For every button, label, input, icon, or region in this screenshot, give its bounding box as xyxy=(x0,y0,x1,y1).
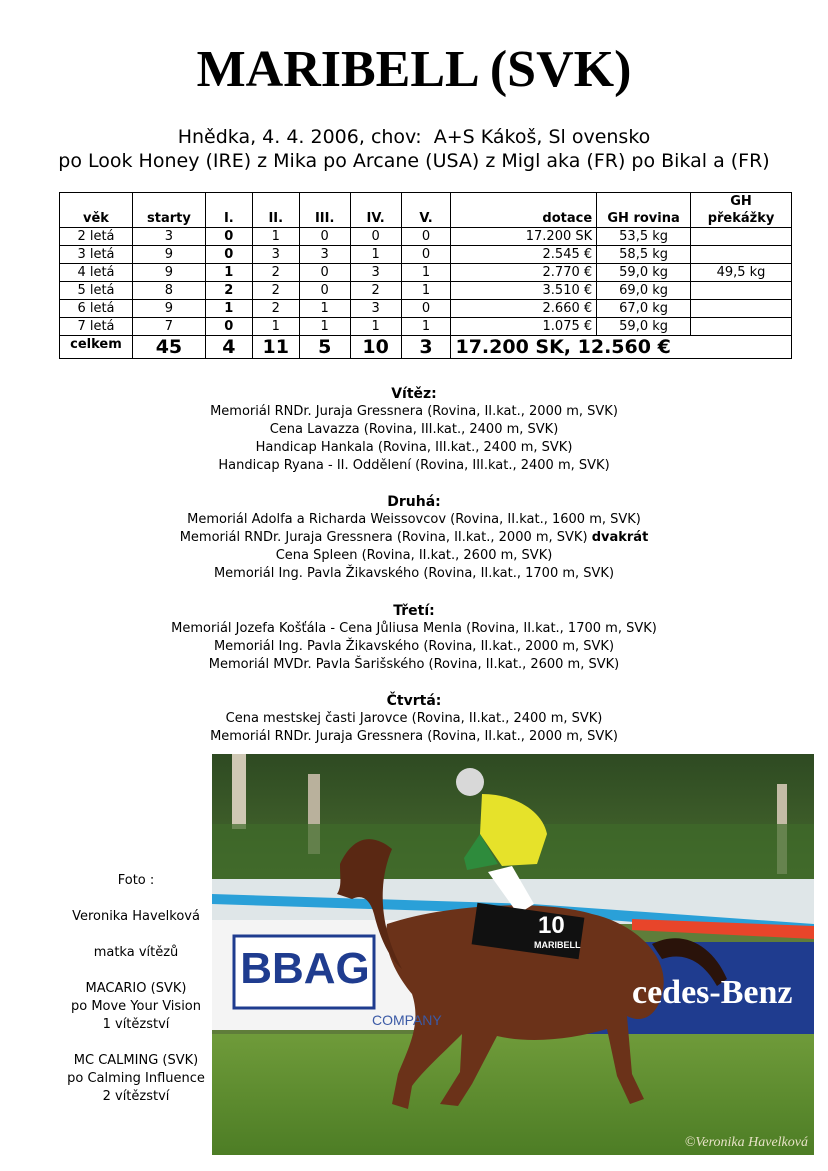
table-row xyxy=(60,264,792,282)
cell-gh-jump xyxy=(691,228,792,246)
cell-money: 1.075 € xyxy=(451,318,597,336)
race-line xyxy=(0,529,828,547)
cell-third: 0 xyxy=(299,228,350,246)
cell-second: 3 xyxy=(252,246,299,264)
saddle-name: MARIBELL xyxy=(534,940,581,950)
cell-fourth: 1 xyxy=(350,246,401,264)
page-title: MARIBELL (SVK) xyxy=(196,41,632,98)
cell-gh-jump: 49,5 kg xyxy=(691,264,792,282)
photo-watermark: ©Veronika Havelková xyxy=(684,1135,808,1150)
race-line: Handicap Hankala (Rovina, III.kat., 2400 m, SVK) xyxy=(255,440,573,455)
offspring-name: MACARIO (SVK) xyxy=(85,981,187,996)
cell-fourth: 0 xyxy=(350,228,401,246)
cell-fifth: 0 xyxy=(401,228,451,246)
cell-first: 1 xyxy=(205,264,252,282)
cell-starts: 3 xyxy=(132,228,205,246)
cell-money: 17.200 SK xyxy=(451,228,597,246)
offspring-sire: po Calming Influence xyxy=(67,1071,205,1086)
saddle-number: 10 xyxy=(538,912,565,939)
tree-trunk xyxy=(232,754,246,829)
emphasis-label: dvakrát xyxy=(591,530,649,545)
cell-fifth: 1 xyxy=(401,318,451,336)
cell-starts: 9 xyxy=(132,300,205,318)
offspring-wins: 2 vítězství xyxy=(102,1089,170,1104)
race-line: Handicap Ryana - II. Oddělení (Rovina, III.kat., 2400 m, SVK) xyxy=(218,458,610,473)
total-blank xyxy=(691,336,792,359)
section-heading: Druhá: xyxy=(387,494,441,510)
total-starts: 45 xyxy=(132,336,205,359)
table-row xyxy=(60,318,792,336)
race-line: Cena mestskej časti Jarovce (Rovina, II.kat., 2400 m, SVK) xyxy=(225,711,603,726)
cell-age: 6 letá xyxy=(60,300,133,318)
cell-fifth: 1 xyxy=(401,264,451,282)
cell-gh-flat: 58,5 kg xyxy=(597,246,691,264)
race-line: Memoriál MVDr. Pavla Šarišského (Rovina, II.kat., 2600 m, SVK) xyxy=(208,657,620,672)
col-header-money: dotace xyxy=(451,193,597,228)
col-header-third: III. xyxy=(299,193,350,228)
cell-starts: 9 xyxy=(132,246,205,264)
photo-caption xyxy=(50,872,222,1106)
race-line: Memoriál RNDr. Juraja Gressnera (Rovina, II.kat., 2000 m, SVK) xyxy=(210,729,618,744)
cell-starts: 8 xyxy=(132,282,205,300)
cell-gh-jump xyxy=(691,246,792,264)
cell-fourth: 1 xyxy=(350,318,401,336)
section-winner xyxy=(0,385,828,475)
col-header-first: I. xyxy=(205,193,252,228)
total-third: 5 xyxy=(299,336,350,359)
cell-gh-flat: 67,0 kg xyxy=(597,300,691,318)
breeding-info: Hnědka, 4. 4. 2006, chov: A+S Kákoš, Sl ovensko xyxy=(177,126,651,148)
banner-sponsor: cedes-Benz xyxy=(632,974,793,1011)
table-row xyxy=(60,282,792,300)
cell-third: 0 xyxy=(299,264,350,282)
race-line: Cena Lavazza (Rovina, III.kat., 2400 m, SVK) xyxy=(269,422,559,437)
jockey-helmet xyxy=(456,768,484,796)
table-total-row xyxy=(60,336,792,359)
cell-money: 2.770 € xyxy=(451,264,597,282)
table-header-row xyxy=(60,193,792,228)
cell-second: 2 xyxy=(252,300,299,318)
cell-first: 0 xyxy=(205,228,252,246)
offspring-name: MC CALMING (SVK) xyxy=(73,1053,199,1068)
cell-age: 3 letá xyxy=(60,246,133,264)
dam-label: matka vítězů xyxy=(93,945,179,960)
offspring-wins: 1 vítězství xyxy=(102,1017,170,1032)
cell-third: 0 xyxy=(299,282,350,300)
cell-third: 1 xyxy=(299,318,350,336)
photographer-name: Veronika Havelková xyxy=(72,909,200,924)
race-line: Memoriál RNDr. Juraja Gressnera (Rovina, II.kat., 2000 m, SVK) xyxy=(210,404,618,419)
cell-gh-flat: 59,0 kg xyxy=(597,264,691,282)
race-line: Memoriál Jozefa Košťála - Cena Jůliusa Menla (Rovina, II.kat., 1700 m, SVK) xyxy=(171,621,657,636)
col-header-second: II. xyxy=(252,193,299,228)
cell-money: 2.660 € xyxy=(451,300,597,318)
cell-first: 0 xyxy=(205,246,252,264)
col-header-fourth: IV. xyxy=(350,193,401,228)
offspring-sire: po Move Your Vision xyxy=(70,999,201,1014)
cell-second: 2 xyxy=(252,282,299,300)
cell-second: 1 xyxy=(252,318,299,336)
section-heading: Čtvrtá: xyxy=(386,693,442,709)
cell-gh-jump xyxy=(691,318,792,336)
cell-second: 1 xyxy=(252,228,299,246)
total-fourth: 10 xyxy=(350,336,401,359)
col-header-gh-jump: GH překážky xyxy=(691,193,792,228)
col-header-fifth: V. xyxy=(401,193,451,228)
race-line: Cena Spleen (Rovina, II.kat., 2600 m, SVK) xyxy=(275,548,553,563)
race-line: Memoriál Adolfa a Richarda Weissovcov (Rovina, II.kat., 1600 m, SVK) xyxy=(187,512,641,527)
cell-age: 4 letá xyxy=(60,264,133,282)
banner-logo: BBAG xyxy=(240,944,370,993)
total-first: 4 xyxy=(205,336,252,359)
race-line-text: Memoriál RNDr. Juraja Gressnera (Rovina, II.kat., 2000 m, SVK) xyxy=(179,530,588,545)
total-fifth: 3 xyxy=(401,336,451,359)
cell-third: 3 xyxy=(299,246,350,264)
banner-company: COMPANY xyxy=(372,1012,442,1028)
section-heading: Třetí: xyxy=(393,603,435,619)
race-line: Memoriál Ing. Pavla Žikavského (Rovina, II.kat., 2000 m, SVK) xyxy=(213,639,615,654)
cell-starts: 7 xyxy=(132,318,205,336)
cell-age: 2 letá xyxy=(60,228,133,246)
section-fourth xyxy=(0,692,828,746)
race-line: Memoriál Ing. Pavla Žikavského (Rovina, II.kat., 1700 m, SVK) xyxy=(213,566,615,581)
cell-gh-jump xyxy=(691,282,792,300)
table-row xyxy=(60,246,792,264)
total-money: 17.200 SK, 12.560 € xyxy=(451,336,691,359)
table-row xyxy=(60,228,792,246)
col-header-age: věk xyxy=(60,193,133,228)
col-header-gh-flat: GH rovina xyxy=(597,193,691,228)
cell-fourth: 3 xyxy=(350,264,401,282)
cell-gh-flat: 53,5 kg xyxy=(597,228,691,246)
section-heading: Vítěz: xyxy=(391,386,437,402)
table-row xyxy=(60,300,792,318)
section-second xyxy=(0,493,828,583)
cell-age: 7 letá xyxy=(60,318,133,336)
total-second: 11 xyxy=(252,336,299,359)
cell-fifth: 0 xyxy=(401,246,451,264)
cell-starts: 9 xyxy=(132,264,205,282)
cell-gh-flat: 59,0 kg xyxy=(597,318,691,336)
cell-gh-flat: 69,0 kg xyxy=(597,282,691,300)
pedigree-info: po Look Honey (IRE) z Mika po Arcane (USA) z Migl aka (FR) po Bikal a (FR) xyxy=(58,150,770,172)
cell-second: 2 xyxy=(252,264,299,282)
cell-fifth: 1 xyxy=(401,282,451,300)
section-third xyxy=(0,602,828,674)
cell-first: 2 xyxy=(205,282,252,300)
race-photo xyxy=(212,754,814,1155)
cell-fifth: 0 xyxy=(401,300,451,318)
total-label: celkem xyxy=(60,336,133,359)
cell-third: 1 xyxy=(299,300,350,318)
photo-credit-label: Foto : xyxy=(117,873,155,888)
col-header-starts: starty xyxy=(132,193,205,228)
cell-fourth: 2 xyxy=(350,282,401,300)
cell-first: 0 xyxy=(205,318,252,336)
cell-money: 2.545 € xyxy=(451,246,597,264)
cell-age: 5 letá xyxy=(60,282,133,300)
race-record-table xyxy=(59,192,792,359)
cell-first: 1 xyxy=(205,300,252,318)
cell-gh-jump xyxy=(691,300,792,318)
cell-fourth: 3 xyxy=(350,300,401,318)
table-body xyxy=(60,228,792,336)
cell-money: 3.510 € xyxy=(451,282,597,300)
